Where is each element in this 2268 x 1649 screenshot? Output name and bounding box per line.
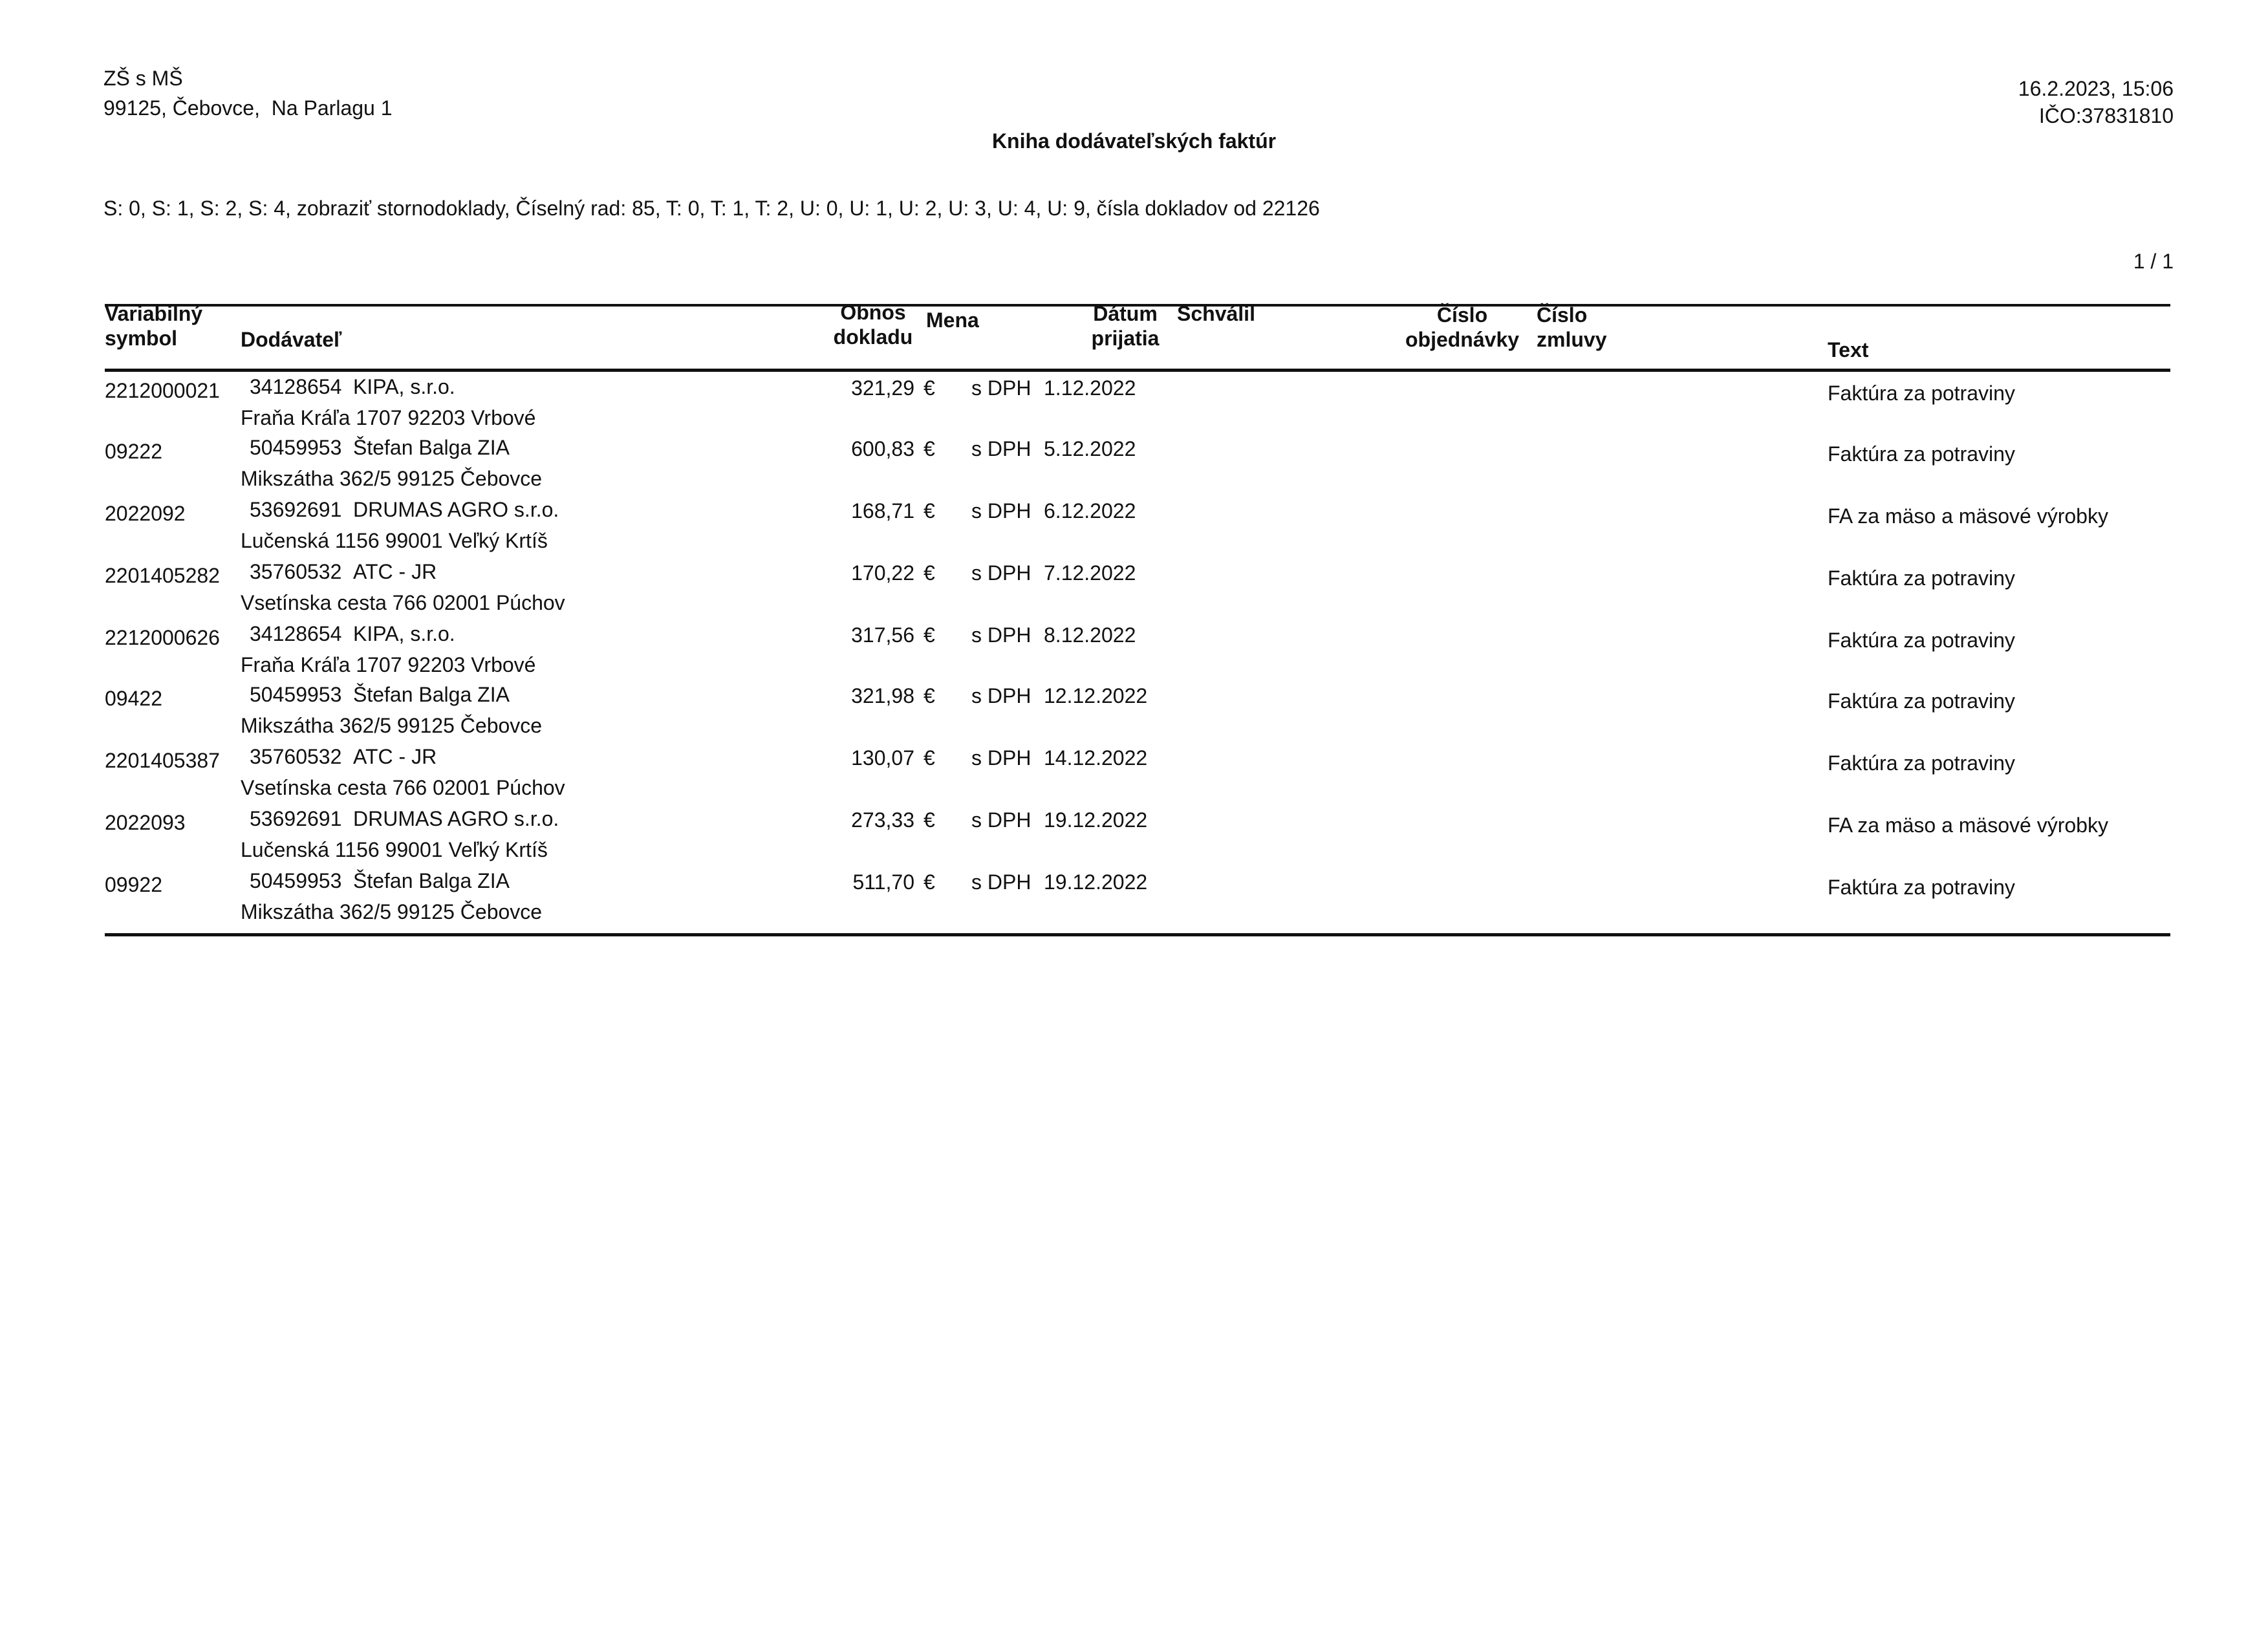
- invoice-amount: 321,29: [851, 376, 914, 400]
- currency-symbol: €: [923, 746, 935, 770]
- supplier-name: Štefan Balga ZIA: [353, 869, 510, 892]
- variable-symbol: 2022092: [105, 502, 186, 525]
- supplier-address: Mikszátha 362/5 99125 Čebovce: [241, 900, 543, 923]
- invoice-text: Faktúra za potraviny: [1828, 689, 2015, 713]
- invoice-text: Faktúra za potraviny: [1828, 629, 2015, 652]
- supplier-address: Mikszátha 362/5 99125 Čebovce: [241, 714, 543, 737]
- table-row: [0, 683, 2268, 748]
- invoice-amount: 168,71: [851, 499, 914, 523]
- invoice-amount: 321,98: [851, 684, 914, 707]
- supplier-ico: 50459953: [250, 683, 342, 706]
- table-row: [0, 498, 2268, 563]
- supplier-address: Vsetínska cesta 766 02001 Púchov: [241, 776, 565, 799]
- supplier-name: Štefan Balga ZIA: [353, 436, 510, 459]
- invoice-amount: 170,22: [851, 561, 914, 585]
- invoice-amount: 130,07: [851, 746, 914, 770]
- supplier-ico: 53692691: [250, 498, 342, 521]
- filter-summary: S: 0, S: 1, S: 2, S: 4, zobraziť stornodoklady, Číselný rad: 85, T: 0, T: 1, T: 2, U: 0, U: 1, U: 2, U: 3, U: 4, U: 9, čísla dokladov od 22126: [103, 197, 1320, 220]
- currency-symbol: €: [923, 561, 935, 585]
- supplier-ico: 34128654: [250, 375, 342, 398]
- tax-mode: s DPH: [971, 684, 1031, 707]
- receipt-date: 8.12.2022: [1044, 623, 1136, 647]
- invoice-text: Faktúra za potraviny: [1828, 382, 2015, 405]
- supplier-ico: 50459953: [250, 436, 342, 459]
- invoice-text: FA za mäso a mäsové výrobky: [1828, 814, 2108, 837]
- supplier-address: Lučenská 1156 99001 Veľký Krtíš: [241, 838, 548, 861]
- tax-mode: s DPH: [971, 746, 1031, 770]
- tax-mode: s DPH: [971, 437, 1031, 460]
- currency-symbol: €: [923, 437, 935, 460]
- column-header-amount: Obnos dokladu: [833, 301, 913, 349]
- tax-mode: s DPH: [971, 870, 1031, 894]
- table-row: [0, 807, 2268, 872]
- receipt-date: 19.12.2022: [1044, 870, 1148, 894]
- receipt-date: 1.12.2022: [1044, 376, 1136, 400]
- currency-symbol: €: [923, 499, 935, 523]
- variable-symbol: 2022093: [105, 811, 186, 834]
- print-datetime: 16.2.2023, 15:06: [2018, 77, 2174, 100]
- column-header-approved: Schválil: [1177, 302, 1255, 325]
- variable-symbol: 2201405282: [105, 564, 220, 587]
- organization-block: [103, 63, 393, 123]
- supplier-name: Štefan Balga ZIA: [353, 683, 510, 706]
- column-header-variable-symbol: Variabilný symbol: [105, 302, 203, 350]
- supplier-address: Mikszátha 362/5 99125 Čebovce: [241, 467, 543, 490]
- tax-mode: s DPH: [971, 623, 1031, 647]
- invoice-text: Faktúra za potraviny: [1828, 442, 2015, 466]
- document-title: Kniha dodávateľských faktúr: [991, 129, 1277, 153]
- organization-address: 99125, Čebovce, Na Parlagu 1: [103, 96, 393, 120]
- variable-symbol: 09922: [105, 873, 162, 896]
- currency-symbol: €: [923, 376, 935, 400]
- receipt-date: 7.12.2022: [1044, 561, 1136, 585]
- column-header-text: Text: [1828, 338, 1869, 361]
- tax-mode: s DPH: [971, 561, 1031, 585]
- invoice-amount: 273,33: [851, 808, 914, 832]
- ico-number: IČO:37831810: [2038, 104, 2174, 127]
- supplier-ico: 50459953: [250, 869, 342, 892]
- variable-symbol: 2212000626: [105, 626, 220, 649]
- table-row: [0, 560, 2268, 625]
- receipt-date: 5.12.2022: [1044, 437, 1136, 460]
- supplier-address: Vsetínska cesta 766 02001 Púchov: [241, 591, 565, 614]
- table-header-rule: [105, 369, 2170, 372]
- tax-mode: s DPH: [971, 808, 1031, 832]
- supplier-ico: 53692691: [250, 807, 342, 830]
- table-row: [0, 436, 2268, 501]
- table-row: [0, 622, 2268, 687]
- table-row: [0, 745, 2268, 810]
- currency-symbol: €: [923, 623, 935, 647]
- tax-mode: s DPH: [971, 499, 1031, 523]
- supplier-ico: 35760532: [250, 560, 342, 583]
- table-row: [0, 375, 2268, 440]
- supplier-name: ATC - JR: [353, 745, 437, 768]
- currency-symbol: €: [923, 808, 935, 832]
- supplier-ico: 35760532: [250, 745, 342, 768]
- table-bottom-rule: [105, 933, 2170, 936]
- supplier-address: Fraňa Kráľa 1707 92203 Vrbové: [241, 653, 536, 676]
- supplier-address: Lučenská 1156 99001 Veľký Krtíš: [241, 529, 548, 552]
- supplier-name: DRUMAS AGRO s.r.o.: [353, 807, 559, 830]
- column-header-contract-number: Číslo zmluvy: [1537, 303, 1607, 351]
- column-header-order-number: Číslo objednávky: [1405, 303, 1520, 351]
- tax-mode: s DPH: [971, 376, 1031, 400]
- invoice-text: FA za mäso a mäsové výrobky: [1828, 504, 2108, 528]
- supplier-address: Fraňa Kráľa 1707 92203 Vrbové: [241, 406, 536, 429]
- supplier-name: ATC - JR: [353, 560, 437, 583]
- invoice-text: Faktúra za potraviny: [1828, 751, 2015, 775]
- organization-name: ZŠ s MŠ: [103, 67, 183, 90]
- receipt-date: 6.12.2022: [1044, 499, 1136, 523]
- variable-symbol: 2201405387: [105, 749, 220, 772]
- receipt-date: 19.12.2022: [1044, 808, 1148, 832]
- supplier-name: KIPA, s.r.o.: [353, 375, 455, 398]
- invoice-amount: 511,70: [852, 870, 914, 894]
- column-header-receipt-date: Dátum prijatia: [1091, 302, 1160, 350]
- column-header-currency: Mena: [926, 308, 979, 332]
- currency-symbol: €: [923, 684, 935, 707]
- variable-symbol: 2212000021: [105, 379, 220, 402]
- page-number: 1 / 1: [2133, 250, 2174, 273]
- receipt-date: 12.12.2022: [1044, 684, 1148, 707]
- receipt-date: 14.12.2022: [1044, 746, 1148, 770]
- currency-symbol: €: [923, 870, 935, 894]
- supplier-name: DRUMAS AGRO s.r.o.: [353, 498, 559, 521]
- supplier-name: KIPA, s.r.o.: [353, 622, 455, 645]
- invoice-amount: 600,83: [851, 437, 914, 460]
- variable-symbol: 09422: [105, 687, 162, 710]
- invoice-amount: 317,56: [851, 623, 914, 647]
- table-row: [0, 869, 2268, 934]
- invoice-text: Faktúra za potraviny: [1828, 876, 2015, 899]
- column-header-supplier: Dodávateľ: [241, 328, 342, 351]
- document-meta: [2018, 75, 2174, 129]
- variable-symbol: 09222: [105, 440, 162, 463]
- invoice-text: Faktúra za potraviny: [1828, 566, 2015, 590]
- supplier-ico: 34128654: [250, 622, 342, 645]
